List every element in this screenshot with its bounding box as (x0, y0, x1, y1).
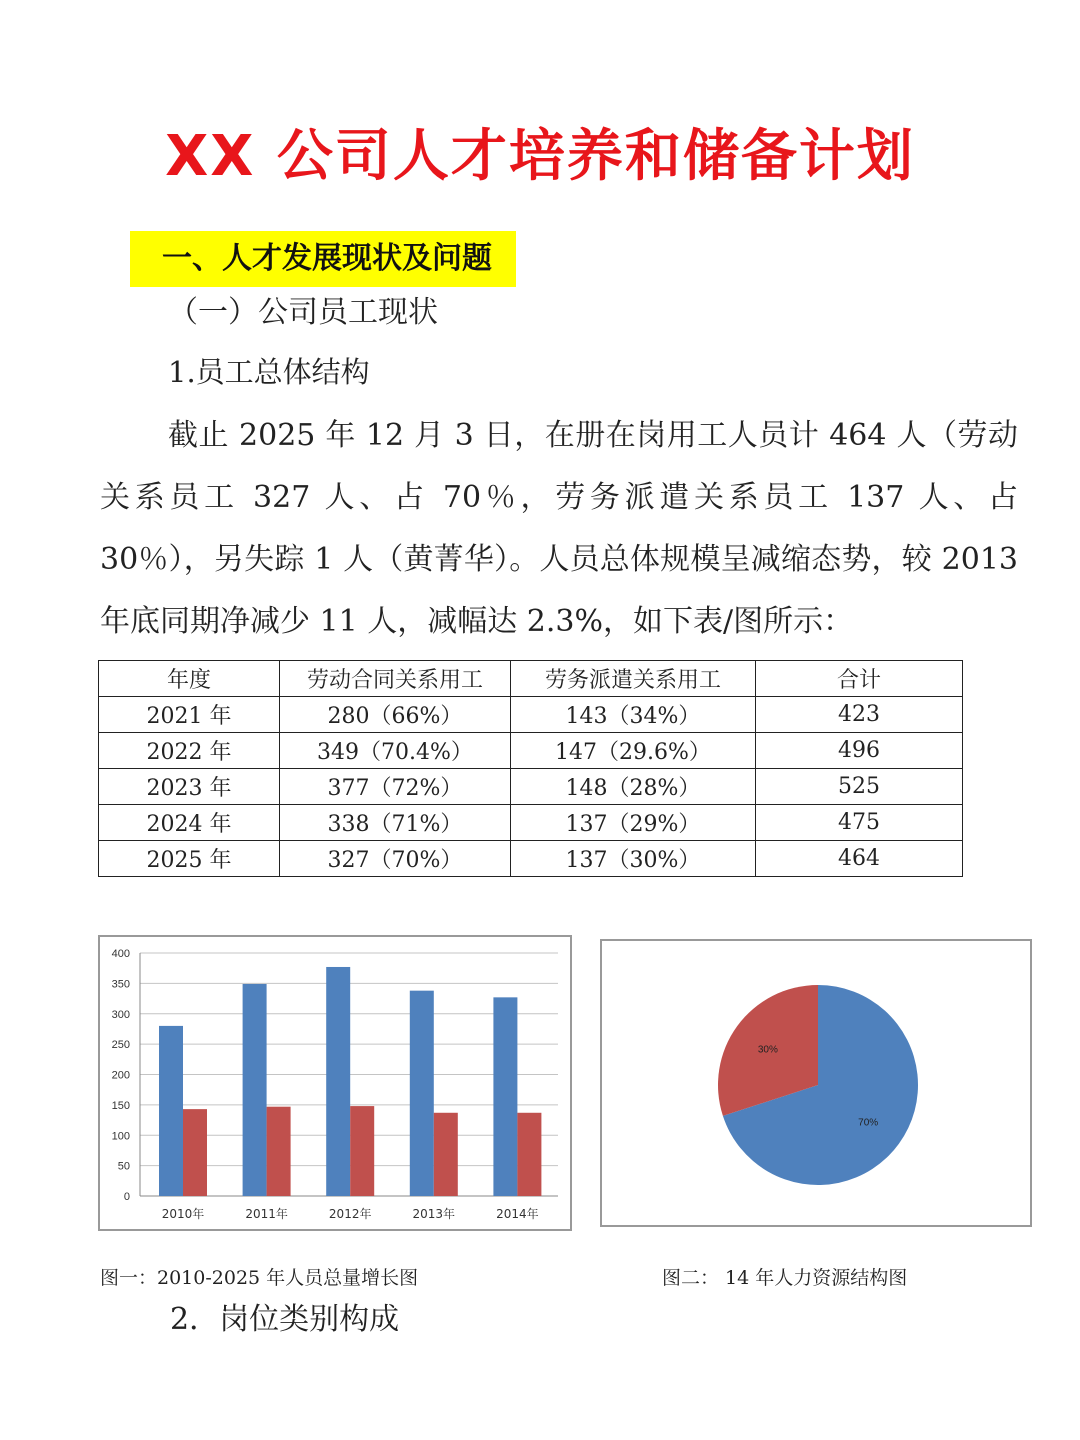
y-tick-label: 50 (117, 1160, 130, 1173)
x-tick-label: 2013年 (412, 1207, 456, 1221)
y-tick-label: 150 (111, 1099, 130, 1112)
bar (183, 1109, 207, 1196)
x-tick-label: 2011年 (245, 1207, 288, 1221)
pie-slice-label: 70% (858, 1117, 879, 1129)
staff-table (98, 660, 963, 877)
bar-chart (100, 937, 570, 1229)
table-cell: 464 (756, 841, 963, 877)
table-row (99, 841, 963, 877)
pie-chart-frame (600, 939, 1032, 1227)
table-cell: 349（70.4%） (280, 733, 511, 769)
bar (410, 991, 434, 1196)
table-cell: 137（29%） (511, 805, 756, 841)
x-tick-label: 2012年 (328, 1207, 372, 1221)
table-header-row (99, 661, 963, 697)
table-cell: 423 (756, 697, 963, 733)
y-tick-label: 300 (111, 1008, 130, 1021)
item-heading-position-categories: 2．岗位类别构成 (170, 1302, 400, 1337)
x-tick-label: 2010年 (161, 1207, 205, 1221)
body-paragraph: 截止 2025 年 12 月 3 日，在册在岗用工人员计 464 人（劳动关系员工 327 人、占 70％，劳务派遣关系员工 137 人、占 30％），另失踪 1 人（黄菁华）。人员总体规模呈减缩态势，较 2013 年底同期净减少 11 人，减幅达 2.3%，如下表/图所示： (100, 418, 1018, 639)
bar (350, 1106, 374, 1196)
y-tick-label: 200 (111, 1069, 130, 1082)
bar (243, 984, 267, 1196)
x-tick-label: 2014年 (496, 1207, 539, 1221)
subsection-heading: （一）公司员工现状 (168, 295, 438, 330)
section-heading: 一、人才发展现状及问题 (130, 231, 516, 287)
table-cell: 280（66%） (280, 697, 511, 733)
table-cell: 148（28%） (511, 769, 756, 805)
y-tick-label: 100 (111, 1130, 130, 1143)
table-cell: 2025 年 (99, 841, 280, 877)
table-cell: 2022 年 (99, 733, 280, 769)
table-row (99, 805, 963, 841)
table-cell: 147（29.6%） (511, 733, 756, 769)
figure-1-caption: 图一：2010-2025 年人员总量增长图 (100, 1267, 419, 1289)
item-heading-employee-structure: 1.员工总体结构 (168, 355, 370, 389)
table-header-cell: 合计 (756, 661, 963, 697)
pie-chart (602, 941, 1030, 1225)
figure-2-caption: 图二： 14 年人力资源结构图 (662, 1267, 908, 1289)
y-tick-label: 250 (111, 1039, 130, 1052)
table-row (99, 733, 963, 769)
bar (159, 1026, 183, 1196)
table-cell: 377（72%） (280, 769, 511, 805)
bar-chart-frame (98, 935, 572, 1231)
table-row (99, 697, 963, 733)
bar (326, 967, 350, 1196)
table-row (99, 769, 963, 805)
table-cell: 338（71%） (280, 805, 511, 841)
y-tick-label: 0 (123, 1191, 130, 1203)
table-cell: 143（34%） (511, 697, 756, 733)
bar (493, 997, 517, 1196)
table-cell: 475 (756, 805, 963, 841)
pie-slice-label: 30% (757, 1044, 778, 1056)
table-header-cell: 年度 (99, 661, 280, 697)
y-tick-label: 400 (111, 948, 130, 960)
table-cell: 496 (756, 733, 963, 769)
y-tick-label: 350 (111, 978, 130, 991)
table-cell: 137（30%） (511, 841, 756, 877)
document-title: XX 公司人才培养和储备计划 (165, 124, 915, 189)
bar (267, 1107, 291, 1196)
table-cell: 2024 年 (99, 805, 280, 841)
bar (434, 1113, 458, 1196)
bar (517, 1113, 541, 1196)
table-cell: 327（70%） (280, 841, 511, 877)
table-cell: 2023 年 (99, 769, 280, 805)
table-header-cell: 劳务派遣关系用工 (511, 661, 756, 697)
table-cell: 525 (756, 769, 963, 805)
table-cell: 2021 年 (99, 697, 280, 733)
table-header-cell: 劳动合同关系用工 (280, 661, 511, 697)
